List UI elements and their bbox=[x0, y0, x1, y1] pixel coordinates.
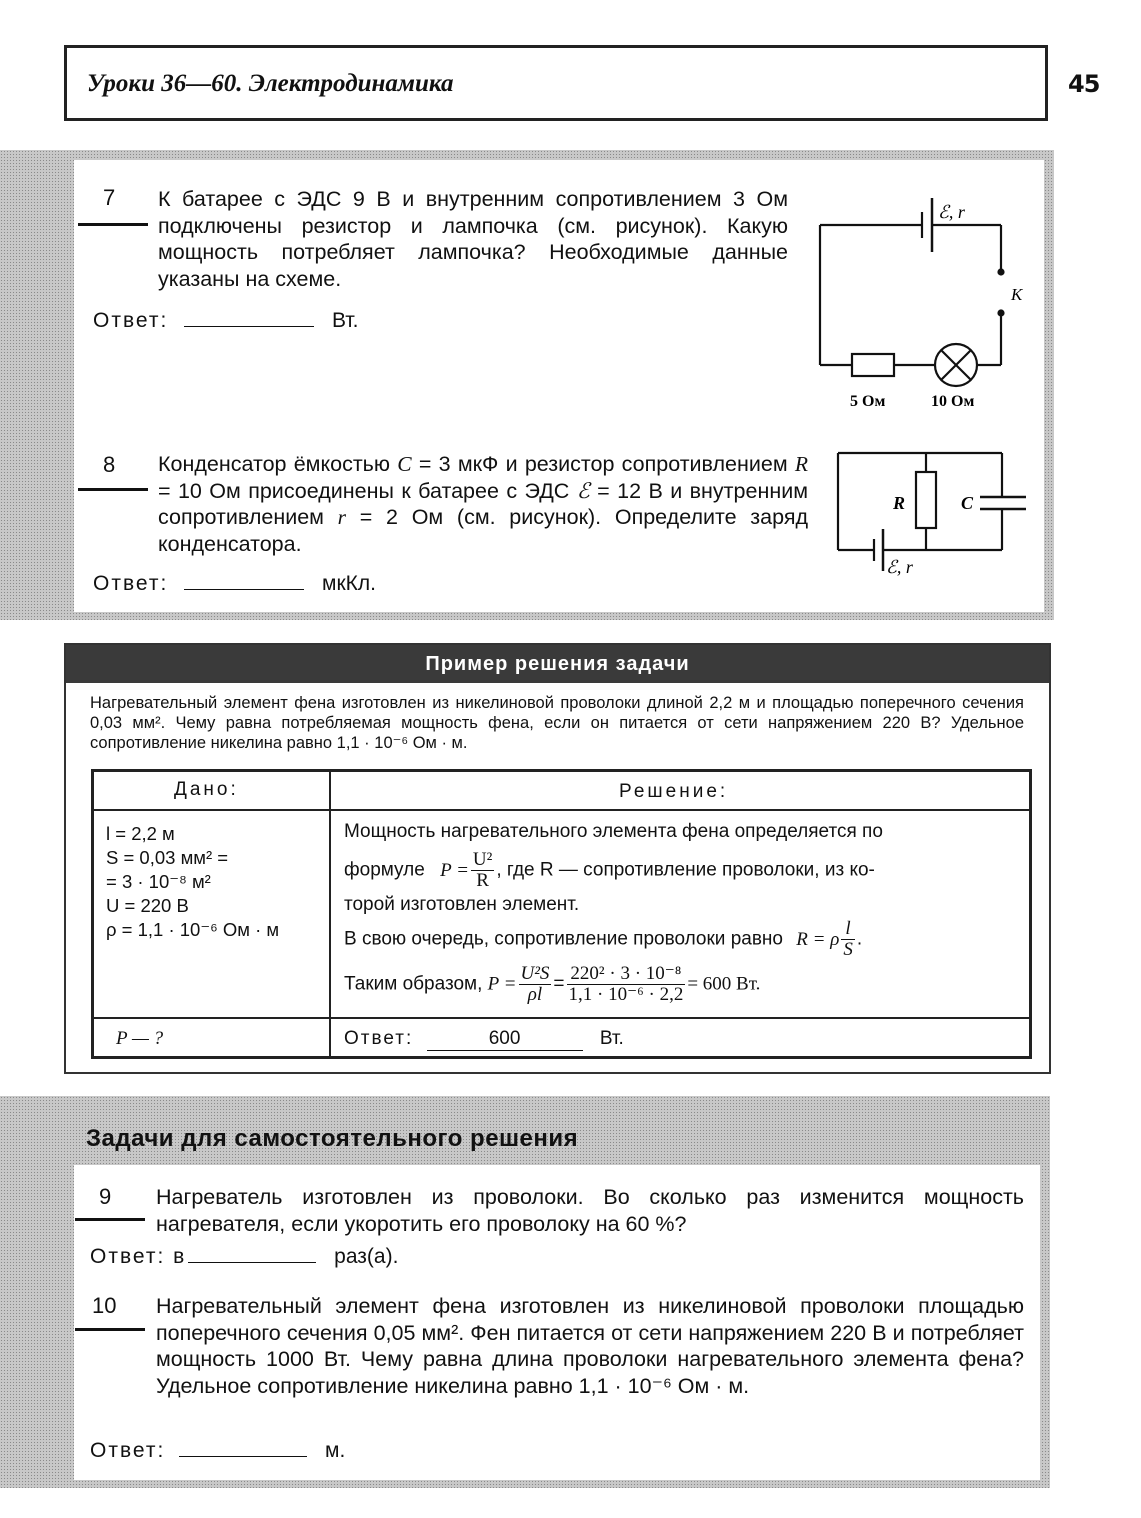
answer-label: Ответ: bbox=[90, 1439, 166, 1462]
problem-7-rule bbox=[78, 223, 148, 226]
formula-3-result: = 600 Вт. bbox=[687, 973, 761, 995]
formula-3-lhs: P = bbox=[487, 973, 517, 995]
answer-unit: м. bbox=[325, 1439, 346, 1462]
example-title: Пример решения задачи bbox=[66, 645, 1049, 683]
problem-8-rule bbox=[78, 488, 148, 491]
answer-unit: Вт. bbox=[332, 309, 359, 332]
source-label-7: ℰ, r bbox=[938, 202, 965, 222]
p8-part: = 12 В и внутренним сопротивлением bbox=[158, 478, 808, 529]
solution-line: торой изготовлен элемент. bbox=[344, 894, 580, 915]
problem-10-rule bbox=[75, 1328, 145, 1331]
given-line: U = 220 В bbox=[106, 895, 189, 916]
p8-part: = 3 мкФ и резистор сопротивлением bbox=[411, 452, 795, 476]
solution-text-fragment: формуле bbox=[344, 859, 425, 881]
solution-text bbox=[344, 818, 1014, 1005]
solution-text-fragment: Таким образом, bbox=[344, 973, 483, 995]
section-title: Задачи для самостоятельного решения bbox=[86, 1125, 579, 1152]
problem-8-text bbox=[158, 451, 808, 557]
page-number: 45 bbox=[1068, 70, 1100, 98]
p8-var-emf: ℰ bbox=[576, 478, 590, 503]
circuit-diagram-8 bbox=[830, 445, 1035, 585]
table-divider bbox=[329, 772, 331, 1056]
fraction-numerator: U² bbox=[472, 849, 493, 870]
solution-header: Решение: bbox=[619, 781, 729, 802]
answer-unit: Вт. bbox=[599, 1028, 624, 1049]
header-title: Уроки 36—60. Электродинамика bbox=[87, 70, 454, 97]
source-label-8: ℰ, r bbox=[886, 557, 913, 577]
problem-9-text: Нагреватель изготовлен из проволоки. Во сколько раз изменится мощность нагревателя, если укоротить его проволоку на 60 %? bbox=[156, 1185, 1024, 1236]
problem-10-answer bbox=[90, 1436, 345, 1463]
p8-part: = 2 Ом (см. рисунок). Определите заряд конденсатора. bbox=[158, 505, 809, 556]
answer-value: 600 bbox=[427, 1028, 583, 1051]
answer-unit: раз(а). bbox=[334, 1245, 399, 1268]
formula-1-lhs: P = bbox=[440, 859, 469, 881]
p8-var-r: R bbox=[794, 452, 808, 476]
table-header-rule bbox=[94, 809, 1029, 811]
given-line: = 3 · 10⁻⁸ м² bbox=[106, 871, 211, 892]
formula-3-fraction bbox=[519, 964, 552, 1005]
given-list bbox=[106, 822, 279, 942]
given-line: S = 0,03 мм² = bbox=[106, 847, 229, 868]
problem-8-number: 8 bbox=[103, 452, 116, 477]
key-label-7: K bbox=[1011, 285, 1023, 304]
answer-label: Ответ: в bbox=[90, 1245, 187, 1268]
problem-7-answer bbox=[93, 306, 358, 333]
solution-text-fragment: В свою очередь, сопротивление проволоки равно bbox=[344, 928, 783, 950]
fraction-denominator: 1,1 · 10⁻⁶ · 2,2 bbox=[568, 984, 684, 1005]
header-box bbox=[64, 45, 1048, 121]
answer-label: Ответ: bbox=[93, 309, 169, 332]
circuit-diagram-7 bbox=[810, 190, 1040, 415]
problem-8-answer bbox=[93, 569, 376, 596]
problem-7-text: К батарее с ЭДС 9 В и внутренним сопротивлением 3 Ом подключены резистор и лампочка (см. рисунок). Какую мощность потребляет лампочка? Необходимые данные указаны на схеме. bbox=[158, 187, 788, 291]
solution-line: Мощность нагревательного элемента фена определяется по bbox=[344, 821, 883, 842]
problem-9-rule bbox=[75, 1218, 145, 1221]
formula-2-fraction bbox=[841, 919, 855, 960]
fraction-denominator: S bbox=[843, 939, 853, 960]
solution-table bbox=[91, 769, 1032, 1059]
solution-line bbox=[344, 850, 1014, 891]
solution-line: Таким образом, P = $\frac{\text{U²S}}{\rho l}$ = $\frac{\text{220² · 3 · 10⁻⁸}}{\text{1,1 · 10⁻⁶ · 2,2}}$ = 600 Вт. bbox=[344, 963, 761, 1005]
resistor-label-7: 5 Ом bbox=[850, 393, 886, 410]
answer-unit: мкКл. bbox=[322, 572, 376, 595]
problem-9-number: 9 bbox=[99, 1184, 112, 1209]
formula-2-lhs: R = ρ bbox=[796, 928, 840, 950]
given-line: ρ = 1,1 · 10⁻⁶ Ом · м bbox=[106, 919, 280, 940]
p8-var-c: C bbox=[397, 452, 412, 476]
resistor-label-8: R bbox=[893, 493, 906, 513]
fraction-numerator: U²S bbox=[520, 963, 550, 984]
table-footer-rule bbox=[94, 1017, 1029, 1019]
fraction-numerator: 220² · 3 · 10⁻⁸ bbox=[567, 964, 686, 985]
fraction-denominator: R bbox=[476, 870, 489, 891]
answer-blank[interactable] bbox=[184, 569, 304, 590]
p8-part: = 10 Ом присоединены к батарее с ЭДС bbox=[158, 478, 577, 503]
solution-text-fragment: , где R — сопротивление проволоки, из ко- bbox=[496, 859, 875, 881]
solution-line: В свою очередь, сопротивление проволоки равно R = ρ $\frac{l}{S}$ . bbox=[344, 918, 863, 960]
fraction-numerator: l bbox=[841, 919, 855, 940]
p8-part: Конденсатор ёмкостью bbox=[158, 452, 398, 476]
given-header: Дано: bbox=[174, 779, 239, 800]
problem-10-number: 10 bbox=[92, 1293, 117, 1318]
problem-10-text: Нагревательный элемент фена изготовлен из никелиновой проволоки площадью поперечного сечения 0,05 мм². Фен питается от сети напряжением 220 В и потребляет мощность 1000 Вт. Чему равна длина проволоки нагревательного элемента фена? Удельное сопротивление никелина равно 1,1 · 10⁻⁶ Ом · м. bbox=[156, 1294, 1024, 1398]
fraction-denominator: ρl bbox=[527, 984, 543, 1005]
example-text: Нагревательный элемент фена изготовлен из никелиновой проволоки длиной 2,2 м и площадью поперечного сечения 0,03 мм². Чему равна потребляемая мощность фена, если он питается от сети напряжением 220 В? Удельное сопротивление никелина равно 1,1 · 10⁻⁶ Ом · м. bbox=[90, 694, 1024, 752]
formula-1-fraction bbox=[471, 850, 494, 891]
example-answer bbox=[344, 1028, 624, 1051]
p8-var-r-internal: r bbox=[337, 505, 347, 529]
answer-blank[interactable] bbox=[188, 1242, 316, 1263]
lamp-label-7: 10 Ом bbox=[931, 393, 975, 410]
formula-3-numeric-fraction bbox=[567, 964, 686, 1005]
find-quantity: P — ? bbox=[116, 1028, 164, 1049]
problem-9-answer bbox=[90, 1242, 398, 1269]
problem-7-number: 7 bbox=[103, 185, 116, 210]
answer-label: Ответ: bbox=[344, 1028, 414, 1049]
capacitor-label-8: C bbox=[961, 493, 974, 513]
answer-blank[interactable] bbox=[184, 306, 314, 327]
answer-blank[interactable] bbox=[179, 1436, 307, 1457]
answer-label: Ответ: bbox=[93, 572, 169, 595]
example-box bbox=[64, 643, 1051, 1074]
given-line: l = 2,2 м bbox=[106, 823, 175, 844]
